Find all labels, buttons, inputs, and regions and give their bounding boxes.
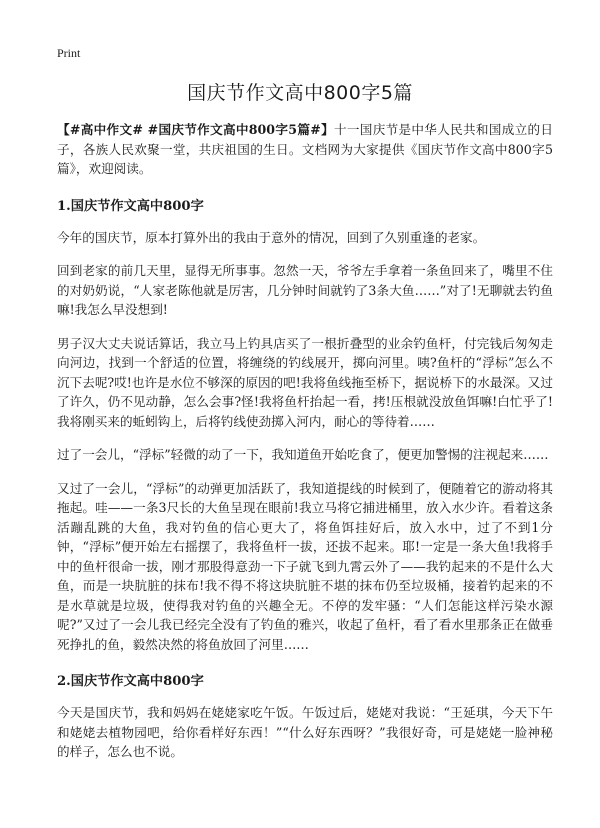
paragraph: 过了一会儿，“浮标”轻微的动了一下，我知道鱼开始吃食了，便更加警惕的注视起来……	[57, 447, 549, 462]
intro-tags: 【#高中作文# #国庆节作文高中800字5篇#】	[57, 122, 334, 137]
intro-text: 十一国庆节是中华人民共和国成立的日子，各族人民欢聚一堂，共庆祖国的生日。文档网为大家提供《国庆节作文高中800字5篇》，欢迎阅读。	[57, 122, 553, 176]
paragraph: 男子汉大丈夫说话算话，我立马上钓具店买了一根折叠型的业余钓鱼杆，付完钱后匆匆走向河边，找到一个舒适的位置，将缠绕的钓线展开，掷向河里。咦?鱼杆的“浮标”怎么不沉下去呢?哎!也许是水位不够深的原因的吧!我将鱼线拖至桥下，据说桥下的水最深。又过了许久，仍不见动静，怎么会事?怪!我将鱼杆抬起一看，拷!压根就没放鱼饵嘛!白忙乎了!我将刚买来的蚯蚓钩上，后将钓线使劲掷入河内，耐心的等待着……	[57, 335, 553, 429]
print-link[interactable]: Print	[57, 46, 81, 60]
intro-paragraph	[57, 120, 553, 179]
paragraph: 今天是国庆节，我和妈妈在姥姥家吃午饭。午饭过后，姥姥对我说：“王延琪，今天下午和姥姥去植物园吧，给你看样好东西！”“什么好东西呀？”我很好奇，可是姥姥一脸神秘的样子，怎么也不说。	[57, 705, 553, 759]
section-heading-1: 1.国庆节作文高中800字	[57, 198, 204, 214]
paragraph: 回到老家的前几天里，显得无所事事。忽然一天，爷爷左手拿着一条鱼回来了，嘴里不住的对奶奶说，“人家老陈他就是厉害，几分钟时间就钓了3条大鱼……”对了!无聊就去钓鱼嘛!我怎么早没想到!	[57, 263, 553, 317]
paragraph: 又过了一会儿，“浮标”的动弹更加活跃了，我知道提线的时候到了，便随着它的游动将其拖起。哇——一条3尺长的大鱼呈现在眼前!我立马将它捕进桶里，放入水少许。看着这条活蹦乱跳的大鱼，我对钓鱼的信心更大了，将鱼饵挂好后，放入水中，过了不到1分钟，“浮标”便开始左右摇摆了，我将鱼杆一拔，还拔不起来。耶!一定是一条大鱼!我将手中的鱼杆很命一拔，刚才那股得意劲一下子就飞到九霄云外了——我钓起来的不是什么大鱼，而是一块肮脏的抹布!我不得不将这块肮脏不堪的抹布仍至垃圾桶，接着钓起来的不是水草就是垃圾，使得我对钓鱼的兴趣全无。不停的发牢骚：“人们怎能这样污染水源呢?”又过了一会儿我已经完全没有了钓鱼的雅兴，收起了鱼杆，看了看水里那条正在做垂死挣扎的鱼，毅然决然的将鱼放回了河里……	[57, 480, 553, 652]
article-body	[57, 120, 553, 776]
section-heading-2: 2.国庆节作文高中800字	[57, 674, 204, 689]
paragraph: 今年的国庆节，原本打算外出的我由于意外的情况，回到了久别重逢的老家。	[57, 229, 486, 245]
page-title: 国庆节作文高中800字5篇	[187, 82, 413, 104]
